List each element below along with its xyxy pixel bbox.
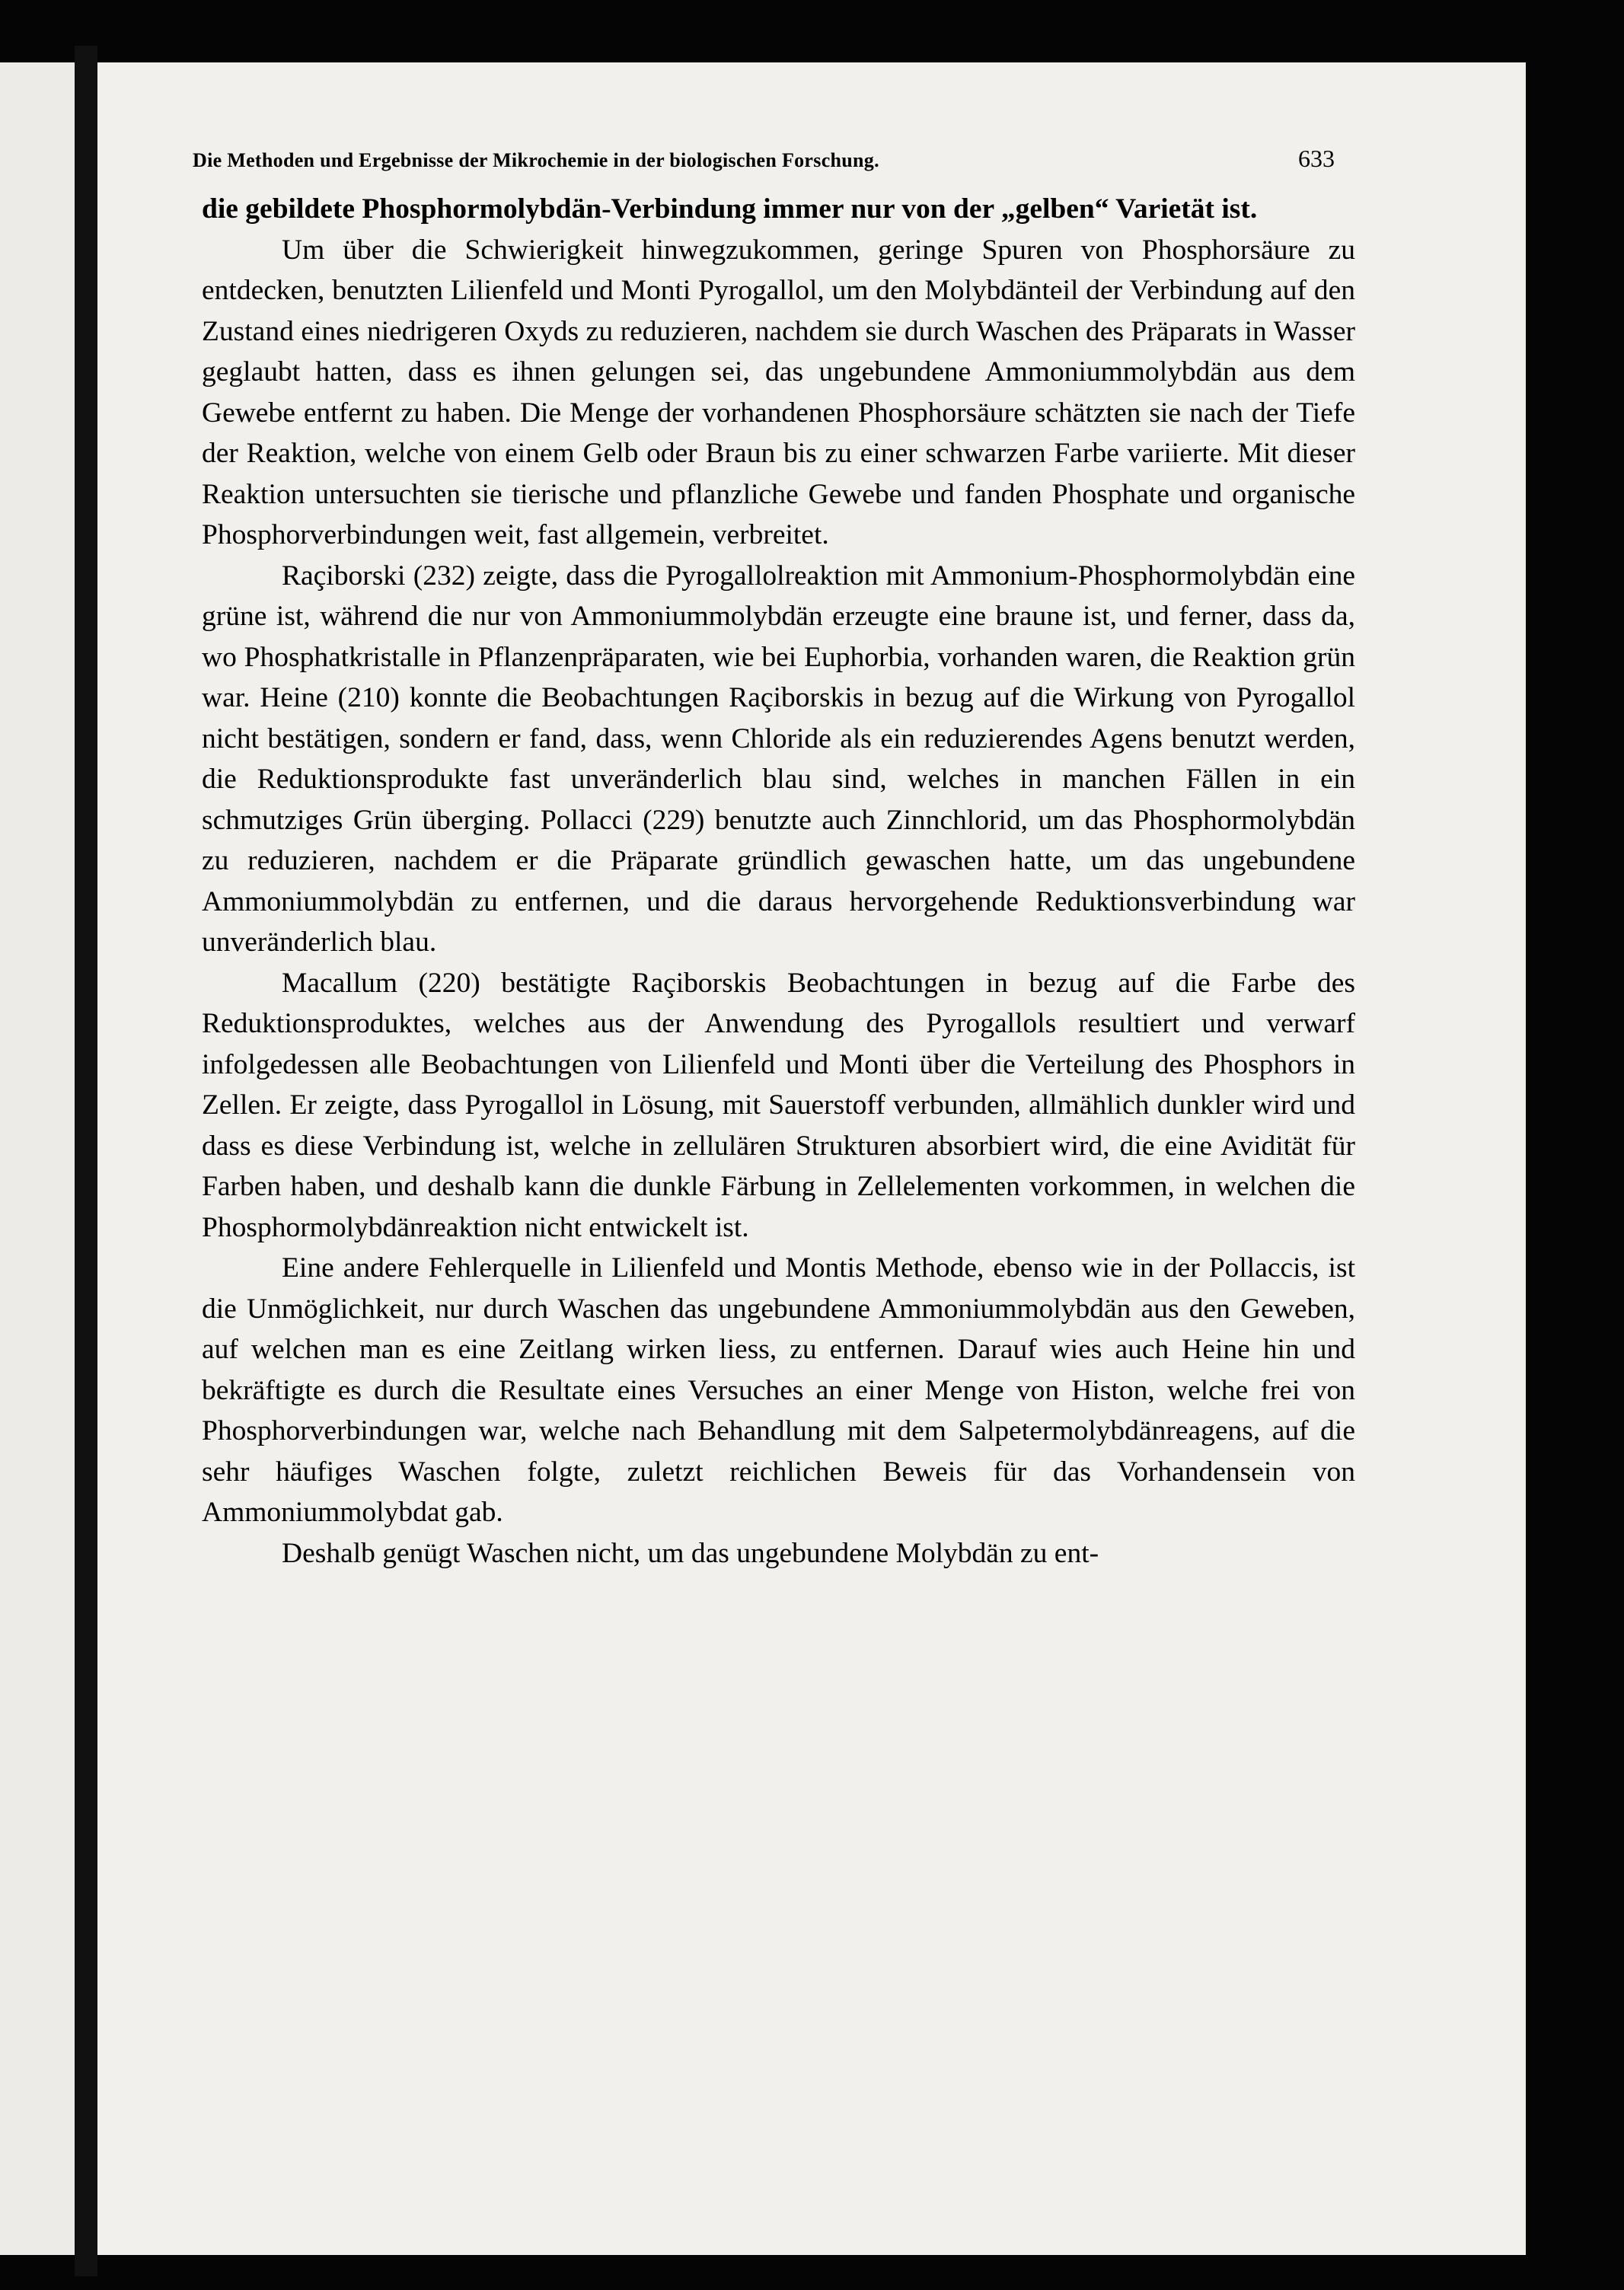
- paragraph-5: Eine andere Fehlerquelle in Lilienfeld und Montis Methode, ebenso wie in der Pollaccis, ist die Unmöglichkeit, nur durch Waschen das ungebundene Ammoniummolybdän aus den Geweben, auf welchen man es eine Zeitlang wirken liess, zu entfernen. Darauf wies auch Heine hin und bekräftigte es durch die Resultate eines Versuches an einer Menge von Histon, welche frei von Phosphorverbindungen war, welche nach Behandlung mit dem Salpetermolybdänreagens, auf die sehr häufiges Waschen folgte, zuletzt reichlichen Beweis für das Vorhandensein von Ammoniummolybdat gab.: [202, 1252, 1355, 1528]
- running-head: [193, 145, 1335, 173]
- paragraph-6: Deshalb genügt Waschen nicht, um das ungebundene Molybdän zu ent-: [282, 1537, 1099, 1569]
- paragraph-2: Um über die Schwierigkeit hinwegzukommen, geringe Spuren von Phosphorsäure zu entdecken, benutzten Lilienfeld und Monti Pyrogallol, um den Molybdänteil der Verbindung auf den Zustand eines niedrigeren Oxyds zu reduzieren, nachdem sie durch Waschen des Präparats in Wasser geglaubt hatten, dass es ihnen gelungen sei, das ungebundene Ammoniummolybdän aus dem Gewebe entfernt zu haben. Die Menge der vorhandenen Phosphorsäure schätzten sie nach der Tiefe der Reaktion, welche von einem Gelb oder Braun bis zu einer schwarzen Farbe variierte. Mit dieser Reaktion untersuchten sie tierische und pflanzliche Gewebe und fanden Phosphate und organische Phosphorverbindungen weit, fast allgemein, verbreitet.: [202, 234, 1355, 550]
- paragraph-1: die gebildete Phosphormolybdän-Verbindung immer nur von der „gelben“ Varietät ist.: [202, 193, 1258, 225]
- running-head-title: Die Methoden und Ergebnisse der Mikrochemie in der biologischen Forschung.: [193, 149, 879, 171]
- book-gutter: [75, 46, 97, 2276]
- paragraph-3: Raçiborski (232) zeigte, dass die Pyrogallolreaktion mit Ammonium-Phosphormolybdän eine grüne ist, während die nur von Ammoniummolybdän erzeugte eine braune ist, und ferner, dass da, wo Phosphatkristalle in Pflanzenpräparaten, wie bei Euphorbia, vorhanden waren, die Reaktion grün war. Heine (210) konnte die Beobachtungen Raçiborskis in bezug auf die Wirkung von Pyrogallol nicht bestätigen, sondern er fand, dass, wenn Chloride als ein reduzierendes Agens benutzt werden, die Reduktionsprodukte fast unveränderlich blau sind, welches in manchen Fällen in ein schmutziges Grün überging. Pollacci (229) benutzte auch Zinnchlorid, um das Phosphormolybdän zu reduzieren, nachdem er die Präparate gründlich gewaschen hatte, um das ungebundene Ammoniummolybdän zu entfernen, und die daraus hervorgehende Reduktionsverbindung war unveränderlich blau.: [202, 560, 1355, 958]
- page-number: 633: [1298, 145, 1335, 172]
- body-text: [202, 189, 1355, 1574]
- paragraph-4: Macallum (220) bestätigte Raçiborskis Beobachtungen in bezug auf die Farbe des Reduktionsproduktes, welches aus der Anwendung des Pyrogallols resultiert und verwarf infolgedessen alle Beobachtungen von Lilienfeld und Monti über die Verteilung des Phosphors in Zellen. Er zeigte, dass Pyrogallol in Lösung, mit Sauerstoff verbunden, allmählich dunkler wird und dass es diese Verbindung ist, welche in zellulären Strukturen absorbiert wird, die eine Avidität für Farben haben, und deshalb kann die dunkle Färbung in Zellelementen vorkommen, in welchen die Phosphormolybdänreaktion nicht entwickelt ist.: [202, 967, 1355, 1243]
- adjacent-page-edge: [0, 62, 75, 2255]
